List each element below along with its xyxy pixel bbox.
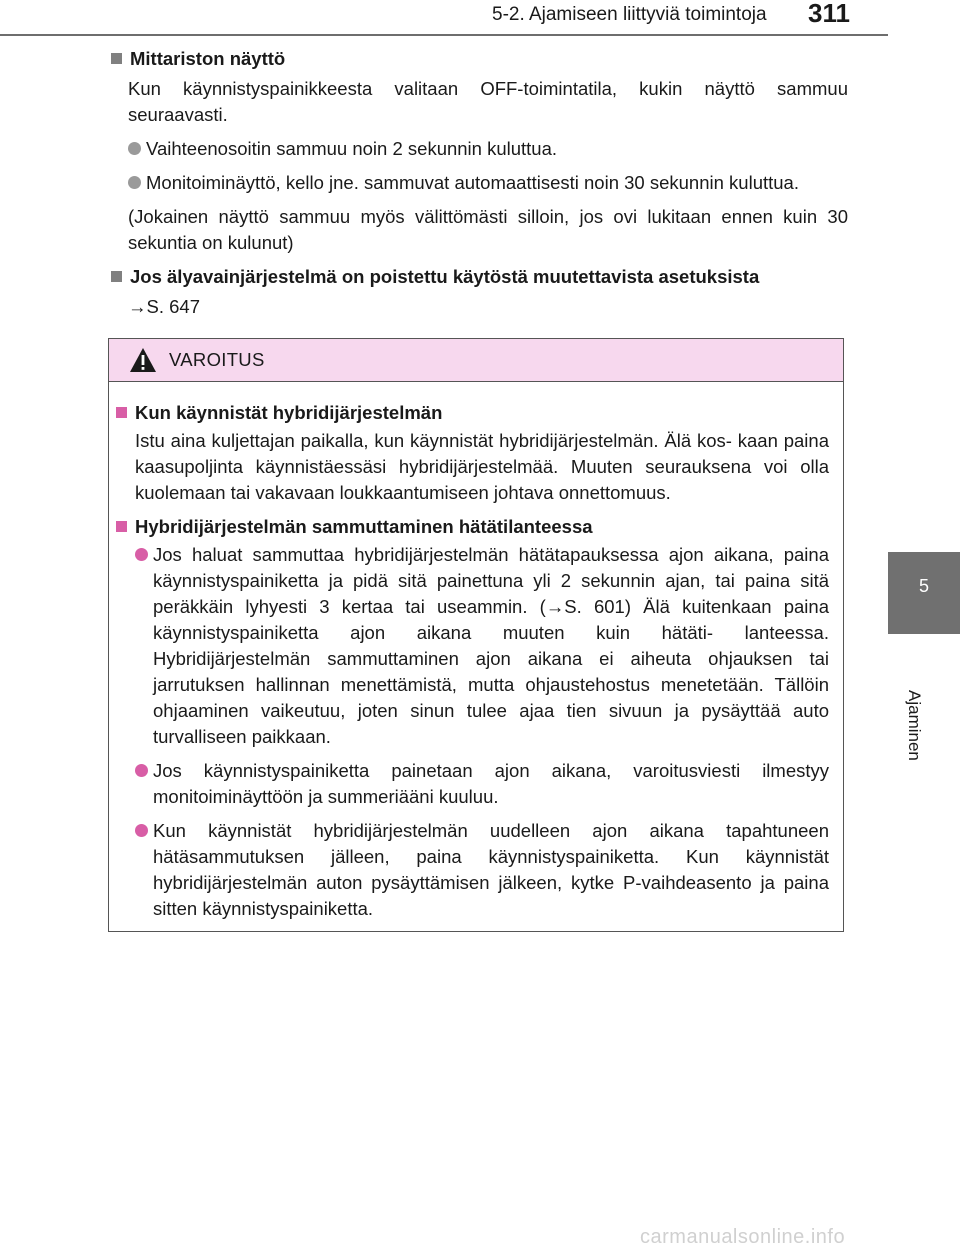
main-content: [108, 46, 848, 320]
round-bullet-icon: [135, 824, 148, 837]
warning-header: [109, 339, 843, 382]
warning-title: VAROITUS: [169, 349, 265, 370]
list-item: [128, 136, 848, 162]
list-item-text: Jos haluat sammuttaa hybridijärjestelmän hätätapauksessa ajon aikana, paina käynnistyspainiketta ja pidä sitä painettuna yli 2 sekunnin ajan, tai paina sitä peräkkäin lyhyesti 3 kertaa tai useammin. (→S. 601) Älä kuitenkaan paina käynnistyspainiketta ajon aikana muuten kuin hätäti- lanteessa. Hybridijärjestelmän sammuttaminen ajon aikana ei aiheuta ohjauksen tai jarrutuksen hallinnan menettämistä, mutta ohjaustehostus menetetään. Tällöin ohjaaminen vaikeutuu, joten sinun tulee ajaa tien sivuun ja pysäyttää auto turvalliseen paikkaan.: [153, 544, 829, 747]
list-item: [128, 170, 848, 196]
header-rule: [0, 34, 888, 36]
square-bullet-icon: [111, 53, 122, 64]
list-item-text: Jos käynnistyspainiketta painetaan ajon aikana, varoitusviesti ilmestyy monitoiminäyttöön ja summeriääni kuuluu.: [153, 760, 829, 807]
warning-heading-text: Kun käynnistät hybridijärjestelmän: [135, 402, 443, 423]
section-heading: [108, 264, 848, 290]
section-heading: [108, 46, 848, 72]
warning-heading-text: Hybridijärjestelmän sammuttaminen hätätilanteessa: [135, 516, 593, 537]
paragraph: Kun käynnistyspainikkeesta valitaan OFF-toimintatila, kukin näyttö sammuu seuraavasti.: [128, 78, 848, 125]
warning-list-item: [135, 758, 829, 810]
round-bullet-icon: [128, 142, 141, 155]
chapter-number: 5: [918, 576, 929, 596]
warning-box: [108, 338, 844, 932]
list-item-text: Monitoiminäyttö, kello jne. sammuvat automaattisesti noin 30 sekunnin kuluttua.: [146, 172, 799, 193]
round-bullet-icon: [135, 548, 148, 561]
chapter-tab: [888, 552, 960, 634]
warning-paragraph: Istu aina kuljettajan paikalla, kun käynnistät hybridijärjestelmän. Älä kos- kaan paina kaasupoljinta käynnistäessäsi hybridijärjestelmää. Muuten seurauksena voi olla kuolemaan tai vakavaan loukkaantumiseen johtava onnettomuus.: [135, 430, 829, 503]
warning-list-item: [135, 542, 829, 750]
page-number: 311: [808, 0, 850, 28]
warning-heading: [113, 400, 829, 426]
page-reference: →S. 647: [128, 296, 200, 317]
section-title: 5-2. Ajamiseen liittyviä toimintoja: [492, 4, 767, 25]
list-item-text: Kun käynnistät hybridijärjestelmän uudelleen ajon aikana tapahtuneen hätäsammutuksen jälleen, paina käynnistyspainiketta. Kun käynnistät hybridijärjestelmän auton pysäyttämisen jälkeen, kytke P-vaihdeasento ja paina sitten käynnistyspainiketta.: [153, 820, 829, 919]
warning-list-item: [135, 818, 829, 922]
square-bullet-icon: [116, 521, 127, 532]
page-header: [0, 0, 888, 36]
section-heading-text: Mittariston näyttö: [130, 48, 286, 69]
list-item-text: Vaihteenosoitin sammuu noin 2 sekunnin kuluttua.: [146, 138, 558, 159]
note-paragraph: (Jokainen näyttö sammuu myös välittömästi silloin, jos ovi lukitaan ennen kuin 30 sekuntia on kulunut): [128, 206, 848, 253]
warning-triangle-icon: [129, 347, 157, 373]
round-bullet-icon: [135, 764, 148, 777]
warning-body: [109, 382, 843, 922]
warning-heading: [113, 514, 829, 540]
square-bullet-icon: [111, 271, 122, 282]
watermark: carmanualsonline.info: [640, 1226, 846, 1248]
section-heading-text: Jos älyavainjärjestelmä on poistettu käytöstä muutettavista asetuksista: [130, 266, 760, 287]
round-bullet-icon: [128, 176, 141, 189]
square-bullet-icon: [116, 407, 127, 418]
chapter-label: Ajaminen: [905, 690, 924, 761]
